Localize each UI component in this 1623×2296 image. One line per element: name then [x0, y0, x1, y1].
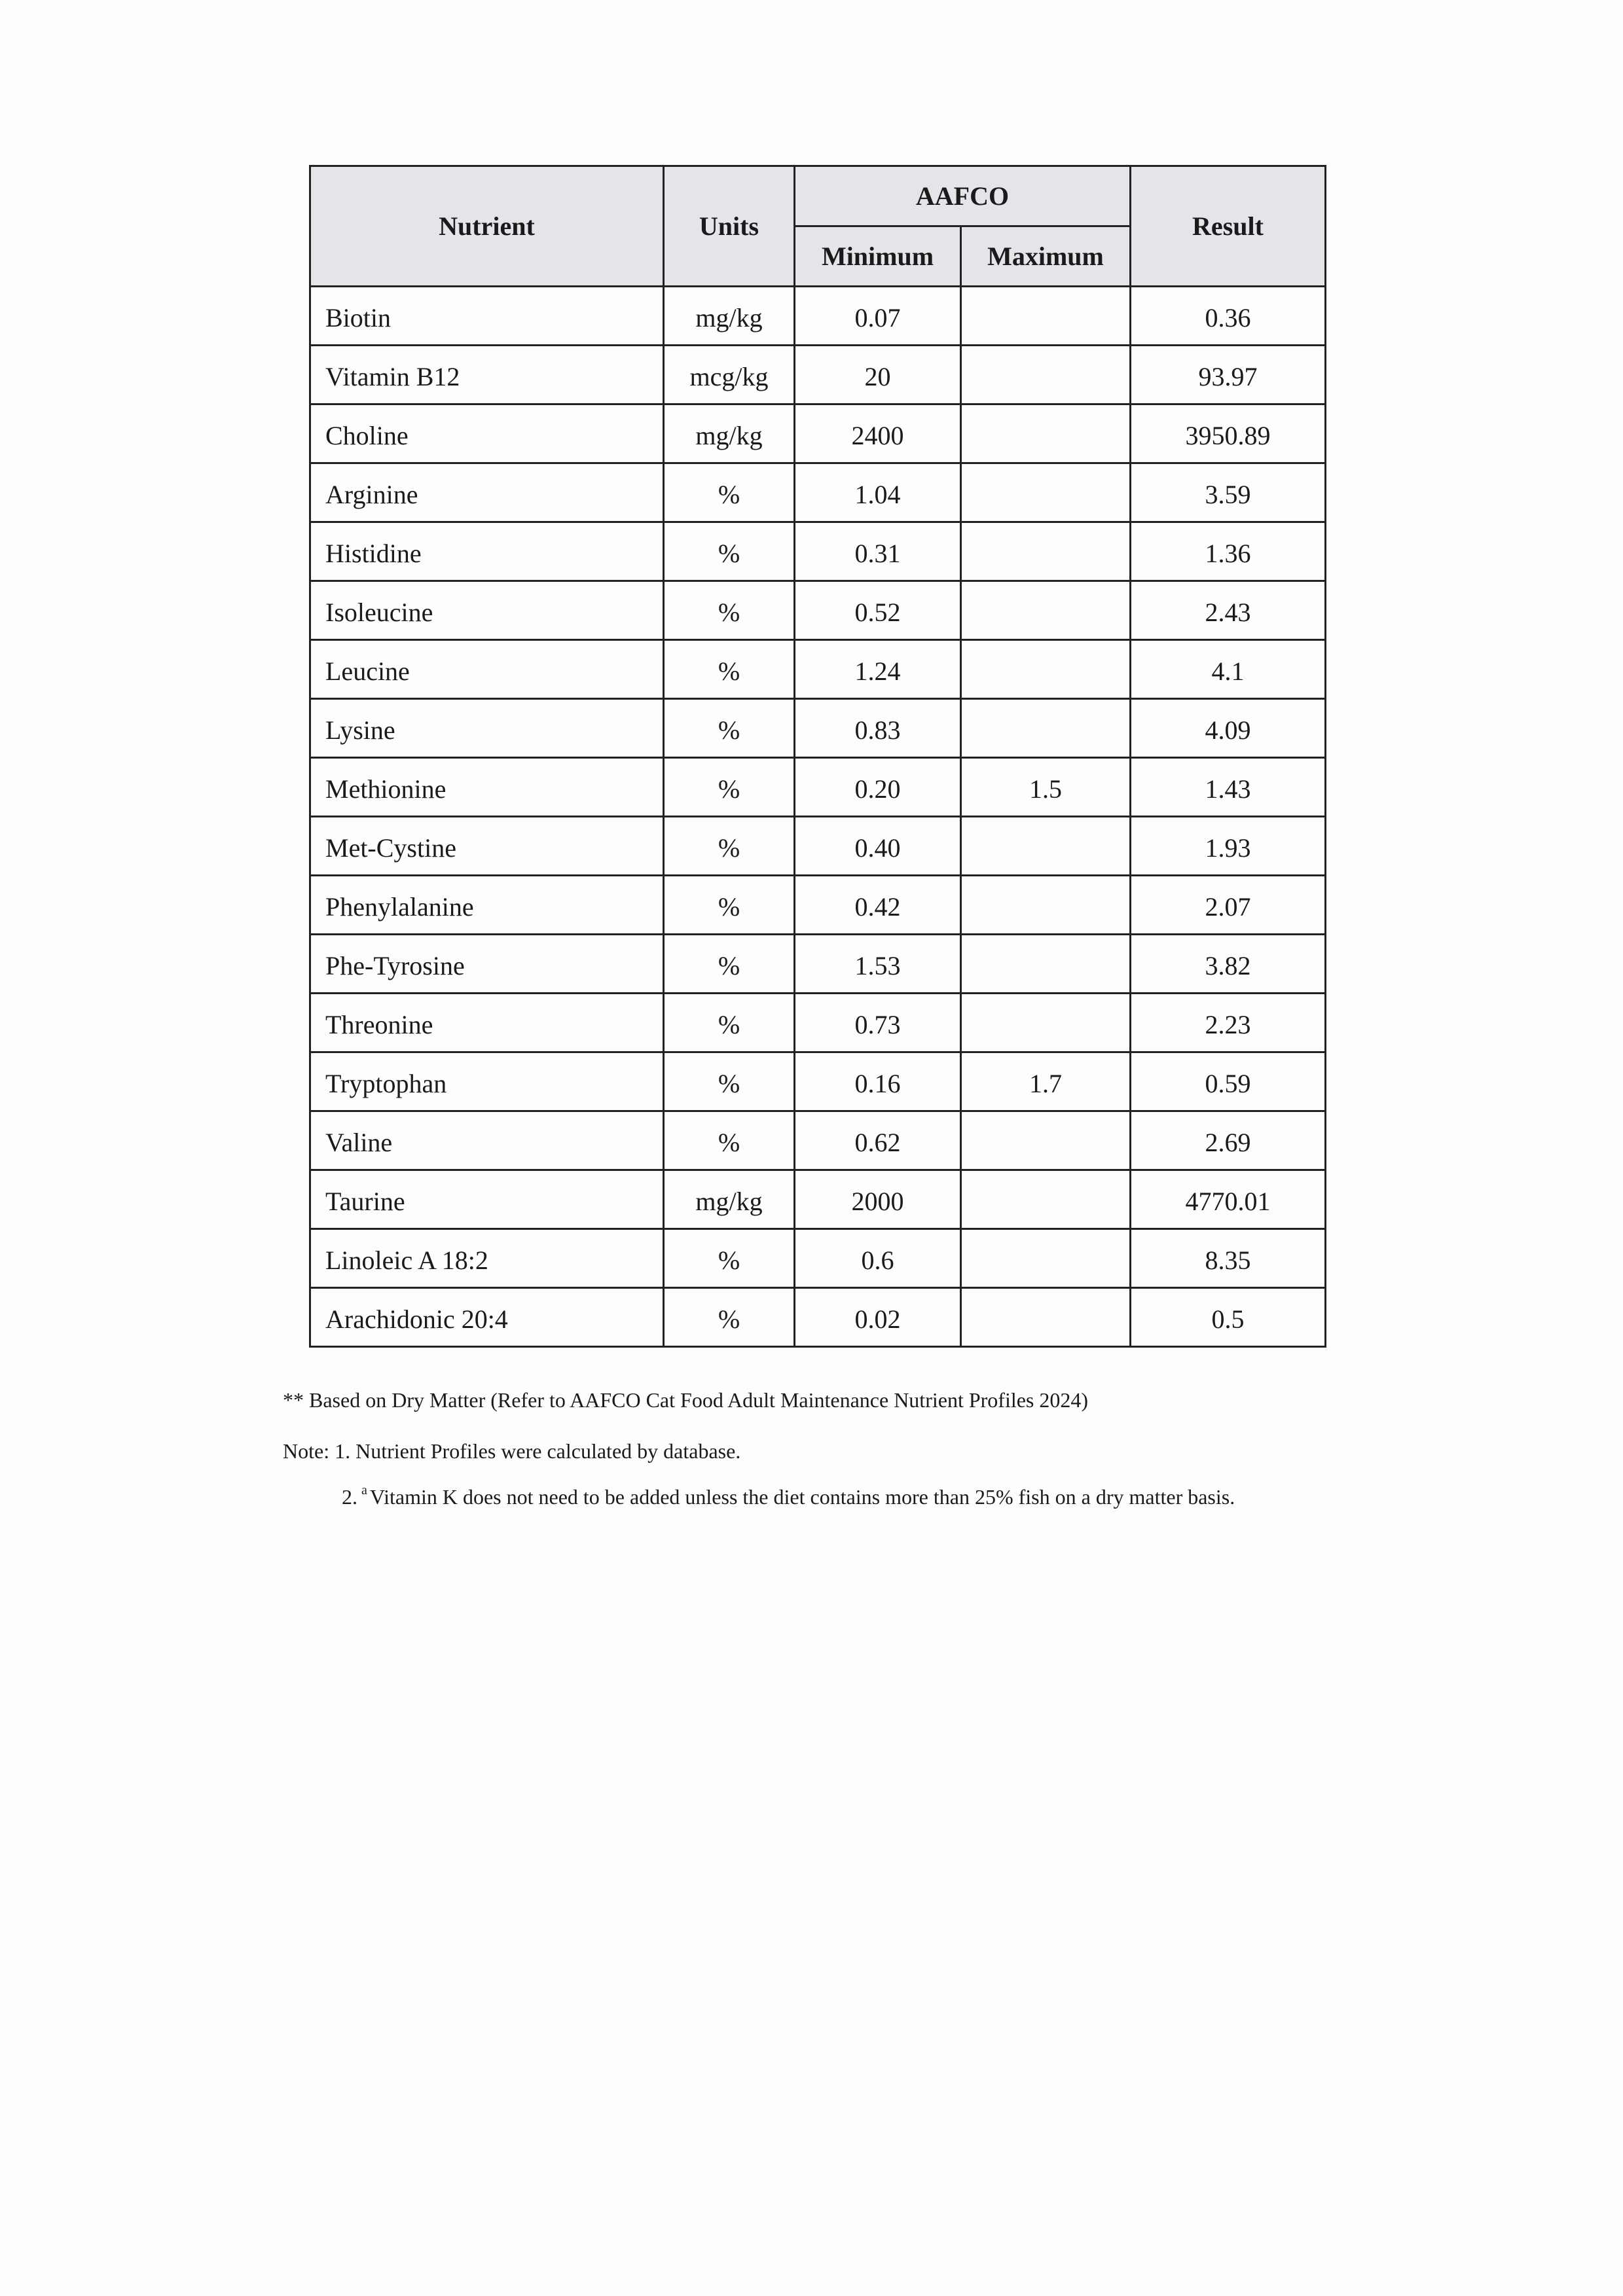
cell-maximum: [961, 581, 1131, 640]
cell-minimum: 20: [795, 346, 961, 404]
cell-units: %: [664, 522, 795, 581]
cell-nutrient: Phe-Tyrosine: [310, 935, 664, 994]
cell-minimum: 0.83: [795, 699, 961, 758]
note-2-text: Vitamin K does not need to be added unless the diet contains more than 25% fish on a dry matter basis.: [369, 1485, 1235, 1509]
cell-result: 0.5: [1131, 1288, 1326, 1347]
cell-nutrient: Tryptophan: [310, 1052, 664, 1111]
cell-units: %: [664, 994, 795, 1052]
table-row: [310, 404, 1326, 463]
cell-result: 2.69: [1131, 1111, 1326, 1170]
note-2-number: 2.: [342, 1485, 357, 1509]
table-row: [310, 876, 1326, 935]
cell-minimum: 2000: [795, 1170, 961, 1229]
table-row: [310, 463, 1326, 522]
table-row: [310, 1111, 1326, 1170]
cell-units: %: [664, 935, 795, 994]
cell-maximum: [961, 346, 1131, 404]
cell-result: 2.23: [1131, 994, 1326, 1052]
cell-result: 0.36: [1131, 287, 1326, 346]
dry-matter-note: ** Based on Dry Matter (Refer to AAFCO Cat Food Adult Maintenance Nutrient Profiles 2024): [283, 1388, 1089, 1412]
table-row: [310, 287, 1326, 346]
cell-minimum: 0.42: [795, 876, 961, 935]
header-aafco: AAFCO: [795, 166, 1131, 226]
table-row: [310, 581, 1326, 640]
cell-minimum: 0.52: [795, 581, 961, 640]
cell-units: %: [664, 699, 795, 758]
cell-units: %: [664, 1288, 795, 1347]
nutrient-table: [309, 165, 1326, 1348]
cell-maximum: [961, 699, 1131, 758]
cell-nutrient: Vitamin B12: [310, 346, 664, 404]
table-row: [310, 994, 1326, 1052]
table-row: [310, 346, 1326, 404]
cell-result: 4.1: [1131, 640, 1326, 699]
header-minimum: Minimum: [795, 226, 961, 287]
table-row: [310, 758, 1326, 817]
cell-result: 3.59: [1131, 463, 1326, 522]
cell-units: %: [664, 758, 795, 817]
cell-units: mg/kg: [664, 287, 795, 346]
cell-nutrient: Arginine: [310, 463, 664, 522]
cell-units: %: [664, 581, 795, 640]
cell-units: %: [664, 1229, 795, 1288]
cell-minimum: 0.16: [795, 1052, 961, 1111]
cell-units: %: [664, 463, 795, 522]
header-units: Units: [664, 166, 795, 287]
cell-result: 3950.89: [1131, 404, 1326, 463]
cell-nutrient: Taurine: [310, 1170, 664, 1229]
cell-result: 93.97: [1131, 346, 1326, 404]
table-row: [310, 640, 1326, 699]
table-row: [310, 1288, 1326, 1347]
cell-nutrient: Leucine: [310, 640, 664, 699]
cell-minimum: 0.62: [795, 1111, 961, 1170]
cell-maximum: [961, 817, 1131, 876]
cell-minimum: 0.20: [795, 758, 961, 817]
cell-minimum: 1.53: [795, 935, 961, 994]
cell-nutrient: Threonine: [310, 994, 664, 1052]
cell-units: %: [664, 640, 795, 699]
cell-minimum: 2400: [795, 404, 961, 463]
cell-minimum: 0.6: [795, 1229, 961, 1288]
cell-nutrient: Arachidonic 20:4: [310, 1288, 664, 1347]
cell-minimum: 0.73: [795, 994, 961, 1052]
cell-result: 4.09: [1131, 699, 1326, 758]
cell-result: 1.36: [1131, 522, 1326, 581]
cell-nutrient: Met-Cystine: [310, 817, 664, 876]
cell-minimum: 0.07: [795, 287, 961, 346]
header-nutrient: Nutrient: [310, 166, 664, 287]
cell-result: 1.93: [1131, 817, 1326, 876]
cell-maximum: [961, 463, 1131, 522]
cell-maximum: [961, 640, 1131, 699]
cell-maximum: [961, 287, 1131, 346]
cell-maximum: [961, 935, 1131, 994]
cell-nutrient: Histidine: [310, 522, 664, 581]
cell-nutrient: Isoleucine: [310, 581, 664, 640]
cell-result: 2.43: [1131, 581, 1326, 640]
table-row: [310, 699, 1326, 758]
table-row: [310, 817, 1326, 876]
document-content: [283, 165, 1324, 1510]
cell-result: 2.07: [1131, 876, 1326, 935]
cell-minimum: 0.40: [795, 817, 961, 876]
cell-result: 3.82: [1131, 935, 1326, 994]
cell-nutrient: Phenylalanine: [310, 876, 664, 935]
cell-maximum: 1.5: [961, 758, 1131, 817]
table-row: [310, 935, 1326, 994]
cell-maximum: [961, 1229, 1131, 1288]
cell-minimum: 0.31: [795, 522, 961, 581]
cell-units: mg/kg: [664, 1170, 795, 1229]
cell-result: 0.59: [1131, 1052, 1326, 1111]
cell-minimum: 1.24: [795, 640, 961, 699]
header-result: Result: [1131, 166, 1326, 287]
cell-maximum: 1.7: [961, 1052, 1131, 1111]
header-maximum: Maximum: [961, 226, 1131, 287]
cell-units: %: [664, 817, 795, 876]
cell-nutrient: Lysine: [310, 699, 664, 758]
cell-units: %: [664, 1111, 795, 1170]
cell-result: 4770.01: [1131, 1170, 1326, 1229]
cell-nutrient: Methionine: [310, 758, 664, 817]
cell-units: %: [664, 876, 795, 935]
table-row: [310, 1229, 1326, 1288]
cell-units: mg/kg: [664, 404, 795, 463]
table-row: [310, 522, 1326, 581]
note-1: Note: 1. Nutrient Profiles were calculated by database.: [283, 1439, 741, 1463]
note-2: [342, 1484, 1324, 1510]
cell-nutrient: Linoleic A 18:2: [310, 1229, 664, 1288]
cell-maximum: [961, 522, 1131, 581]
cell-maximum: [961, 994, 1131, 1052]
cell-minimum: 0.02: [795, 1288, 961, 1347]
cell-maximum: [961, 876, 1131, 935]
cell-units: mcg/kg: [664, 346, 795, 404]
cell-maximum: [961, 404, 1131, 463]
cell-result: 8.35: [1131, 1229, 1326, 1288]
table-row: [310, 1170, 1326, 1229]
note-2-superscript: a: [361, 1483, 367, 1498]
cell-nutrient: Biotin: [310, 287, 664, 346]
cell-result: 1.43: [1131, 758, 1326, 817]
cell-minimum: 1.04: [795, 463, 961, 522]
cell-maximum: [961, 1111, 1131, 1170]
cell-nutrient: Choline: [310, 404, 664, 463]
cell-nutrient: Valine: [310, 1111, 664, 1170]
table-row: [310, 1052, 1326, 1111]
cell-maximum: [961, 1288, 1131, 1347]
cell-units: %: [664, 1052, 795, 1111]
cell-maximum: [961, 1170, 1131, 1229]
